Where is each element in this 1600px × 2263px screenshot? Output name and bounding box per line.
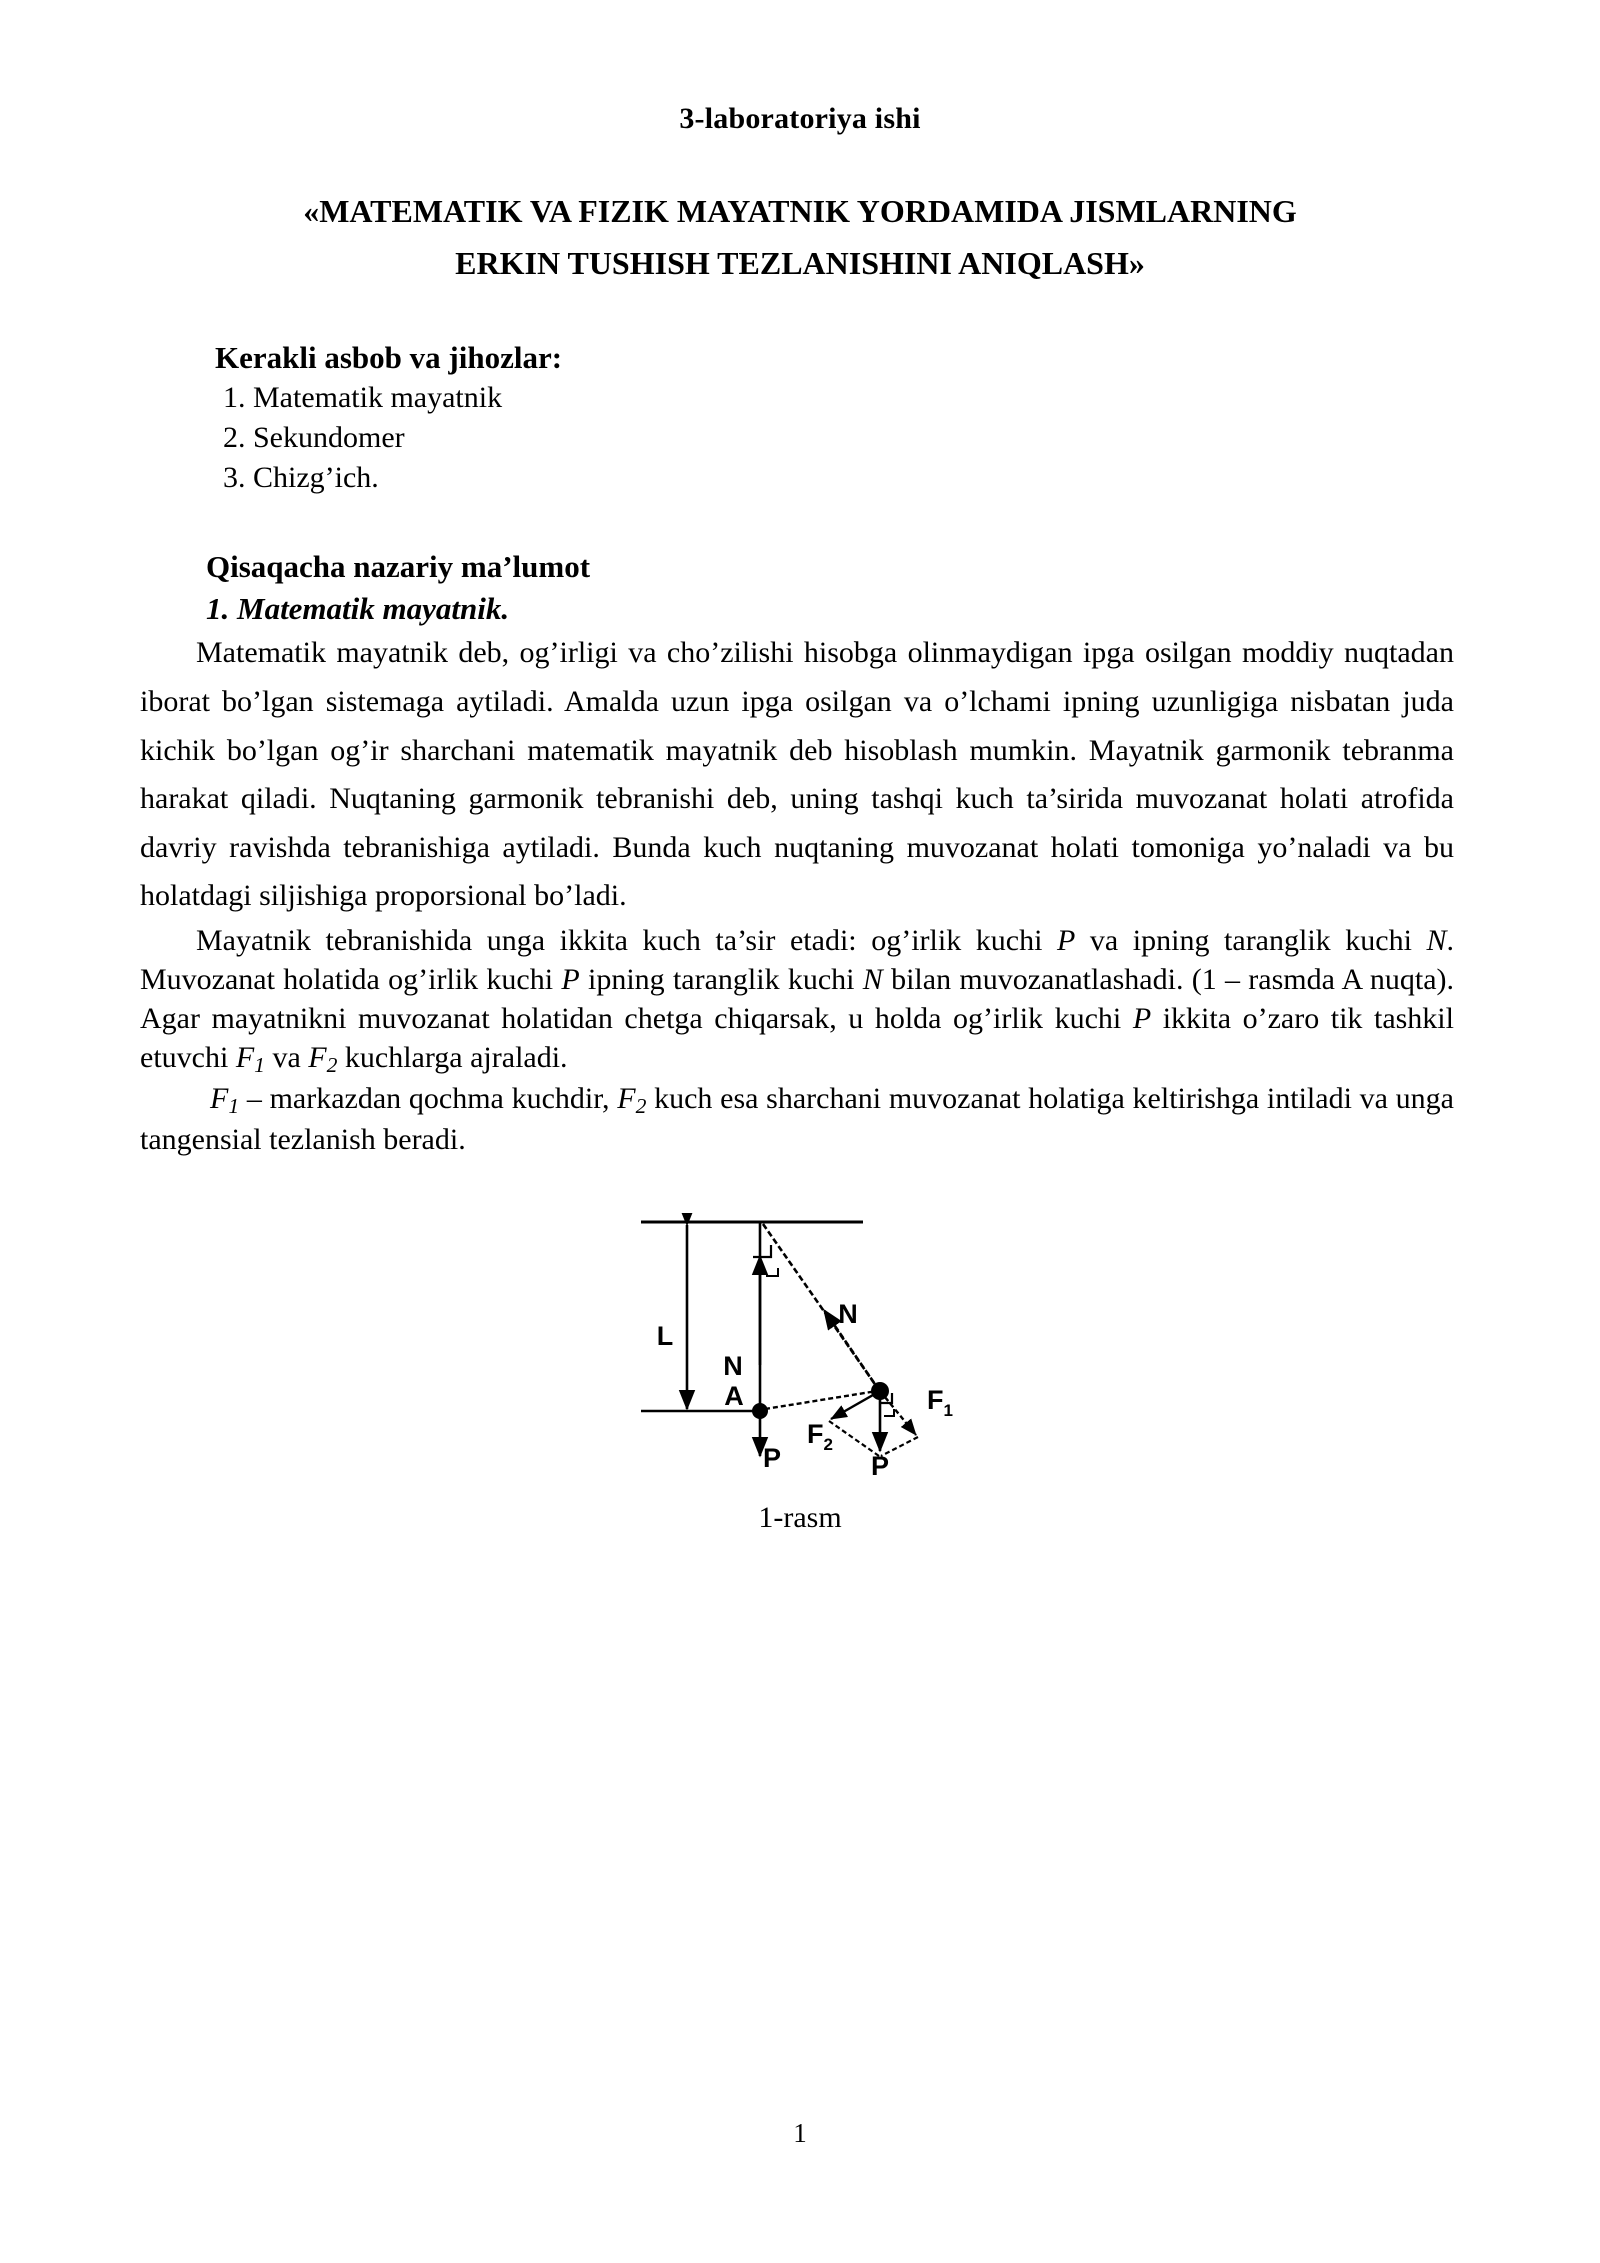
swing-path-line [765, 1391, 877, 1409]
p2-seg-1: Mayatnik tebranishida unga ikkita kuch ta’sir etadi: og’irlik kuchi [196, 923, 1057, 957]
p2-seg-2: va ipning taranglik kuchi [1075, 923, 1427, 957]
equipment-list [215, 378, 1600, 498]
label-force-F1-sub: 1 [943, 1400, 953, 1420]
label-weight-P-at-bob: P [870, 1450, 890, 1478]
main-title-line-2: ERKIN TUSHISH TEZLANISHINI ANIQLASH» [455, 244, 1145, 281]
label-force-F1-base: F [927, 1384, 944, 1415]
label-tension-N-vertical: N [723, 1350, 743, 1381]
theory-subheading: 1. Matematik mayatnik. [206, 590, 510, 626]
p2-var-F2 [308, 1040, 338, 1077]
label-force-F1 [927, 1385, 953, 1420]
force-vector-F1 [880, 1391, 916, 1435]
p3-var-F1-sub: 1 [228, 1093, 240, 1118]
bob-at-equilibrium [752, 1403, 768, 1419]
theory-heading: Qisaqacha nazariy ma’lumot [206, 548, 591, 584]
list-item: 2. Sekundomer [223, 420, 405, 454]
p2-seg-6: ikkita o’zaro tik tashkil etuvchi [140, 1001, 1454, 1074]
label-weight-P-at-A: P [762, 1442, 782, 1473]
p2-var-P-1: P [1057, 923, 1076, 957]
p2-var-F2-base: F [308, 1040, 327, 1074]
paragraph-3 [140, 1079, 1454, 1159]
p2-var-N-2: N [862, 962, 883, 996]
p2-var-P-3: P [1132, 1001, 1152, 1035]
list-item: 3. Chizg’ich. [223, 460, 379, 494]
p2-var-F1-base: F [235, 1040, 255, 1074]
page-number: 1 [793, 2118, 807, 2148]
p2-var-F2-sub: 2 [326, 1052, 338, 1077]
angle-alpha-marker-pivot [766, 1268, 778, 1276]
p3-var-F2 [617, 1081, 647, 1118]
label-tension-N-rope: N [838, 1298, 858, 1329]
right-angle-marker-top [753, 1245, 771, 1257]
equipment-heading: Kerakli asbob va jihozlar: [215, 339, 563, 375]
p2-var-F1-sub: 1 [254, 1052, 265, 1077]
p3-seg-1: – markazdan qochma kuchdir, [239, 1081, 618, 1115]
label-force-F2 [807, 1419, 833, 1454]
p3-var-F2-sub: 2 [635, 1093, 647, 1118]
paragraph-2 [140, 921, 1454, 1079]
equipment-section [0, 338, 1600, 498]
p2-seg-3: . Muvozanat holatida og’irlik kuchi [140, 923, 1454, 996]
theory-section-headings [0, 546, 1600, 630]
p3-var-F1 [210, 1081, 240, 1118]
figure-caption: 1-rasm [758, 1500, 842, 1534]
p3-var-F1-base: F [210, 1081, 229, 1115]
p2-seg-7: va [264, 1040, 309, 1074]
pendulum-diagram-svg [635, 1213, 965, 1478]
main-title [0, 136, 1600, 290]
p2-seg-8: kuchlarga ajraladi. [337, 1040, 568, 1074]
lab-work-title: 3-laboratoriya ishi [679, 102, 921, 135]
p2-seg-5: bilan muvozanatlashadi. (1 – rasmda A nuqta). Agar mayatnikni muvozanat holatidan chetga chiqarsak, u holda og’irlik kuchi [140, 962, 1454, 1035]
figure-pendulum-diagram [0, 1213, 1600, 1535]
p2-var-F1 [235, 1040, 265, 1077]
list-item: 1. Matematik mayatnik [223, 380, 503, 414]
angle-alpha-marker-bob [884, 1409, 894, 1416]
main-title-line-1: «MATEMATIK VA FIZIK MAYATNIK YORDAMIDA JISMLARNING [303, 193, 1297, 229]
label-force-F2-base: F [807, 1418, 824, 1449]
label-force-F2-sub: 2 [823, 1434, 833, 1454]
label-point-A: A [724, 1380, 744, 1411]
paragraph-1: Matematik mayatnik deb, og’irligi va cho’zilishi hisobga olinmaydigan ipga osilgan moddiy nuqtadan iborat bo’lgan sistemaga aytiladi. Amalda uzun ipga osilgan va o’lchami ipning uzunligiga nisbatan juda kichik bo’lgan og’ir sharchani matematik mayatnik deb hisoblash mumkin. Mayatnik garmonik tebranma harakat qiladi. Nuqtaning garmonik tebranishi deb, uning tashqi kuch ta’sirida muvozanat holati atrofida davriy ravishda tebranishiga aytiladi. Bunda kuch nuqtaning muvozanat holati tomoniga yo’naladi va bu holatdagi siljishiga proporsional bo’ladi. [140, 636, 1454, 913]
p2-var-P-2: P [561, 962, 580, 996]
label-length-L: L [656, 1320, 674, 1351]
p3-seg-2: kuch esa sharchani muvozanat holatiga keltirishga intiladi va unga tangensial tezlanish beradi. [140, 1081, 1454, 1156]
p2-var-N-1: N [1426, 923, 1447, 957]
p3-var-F2-base: F [617, 1081, 636, 1115]
body-text [0, 629, 1600, 1158]
p2-seg-4: ipning taranglik kuchi [579, 962, 863, 996]
